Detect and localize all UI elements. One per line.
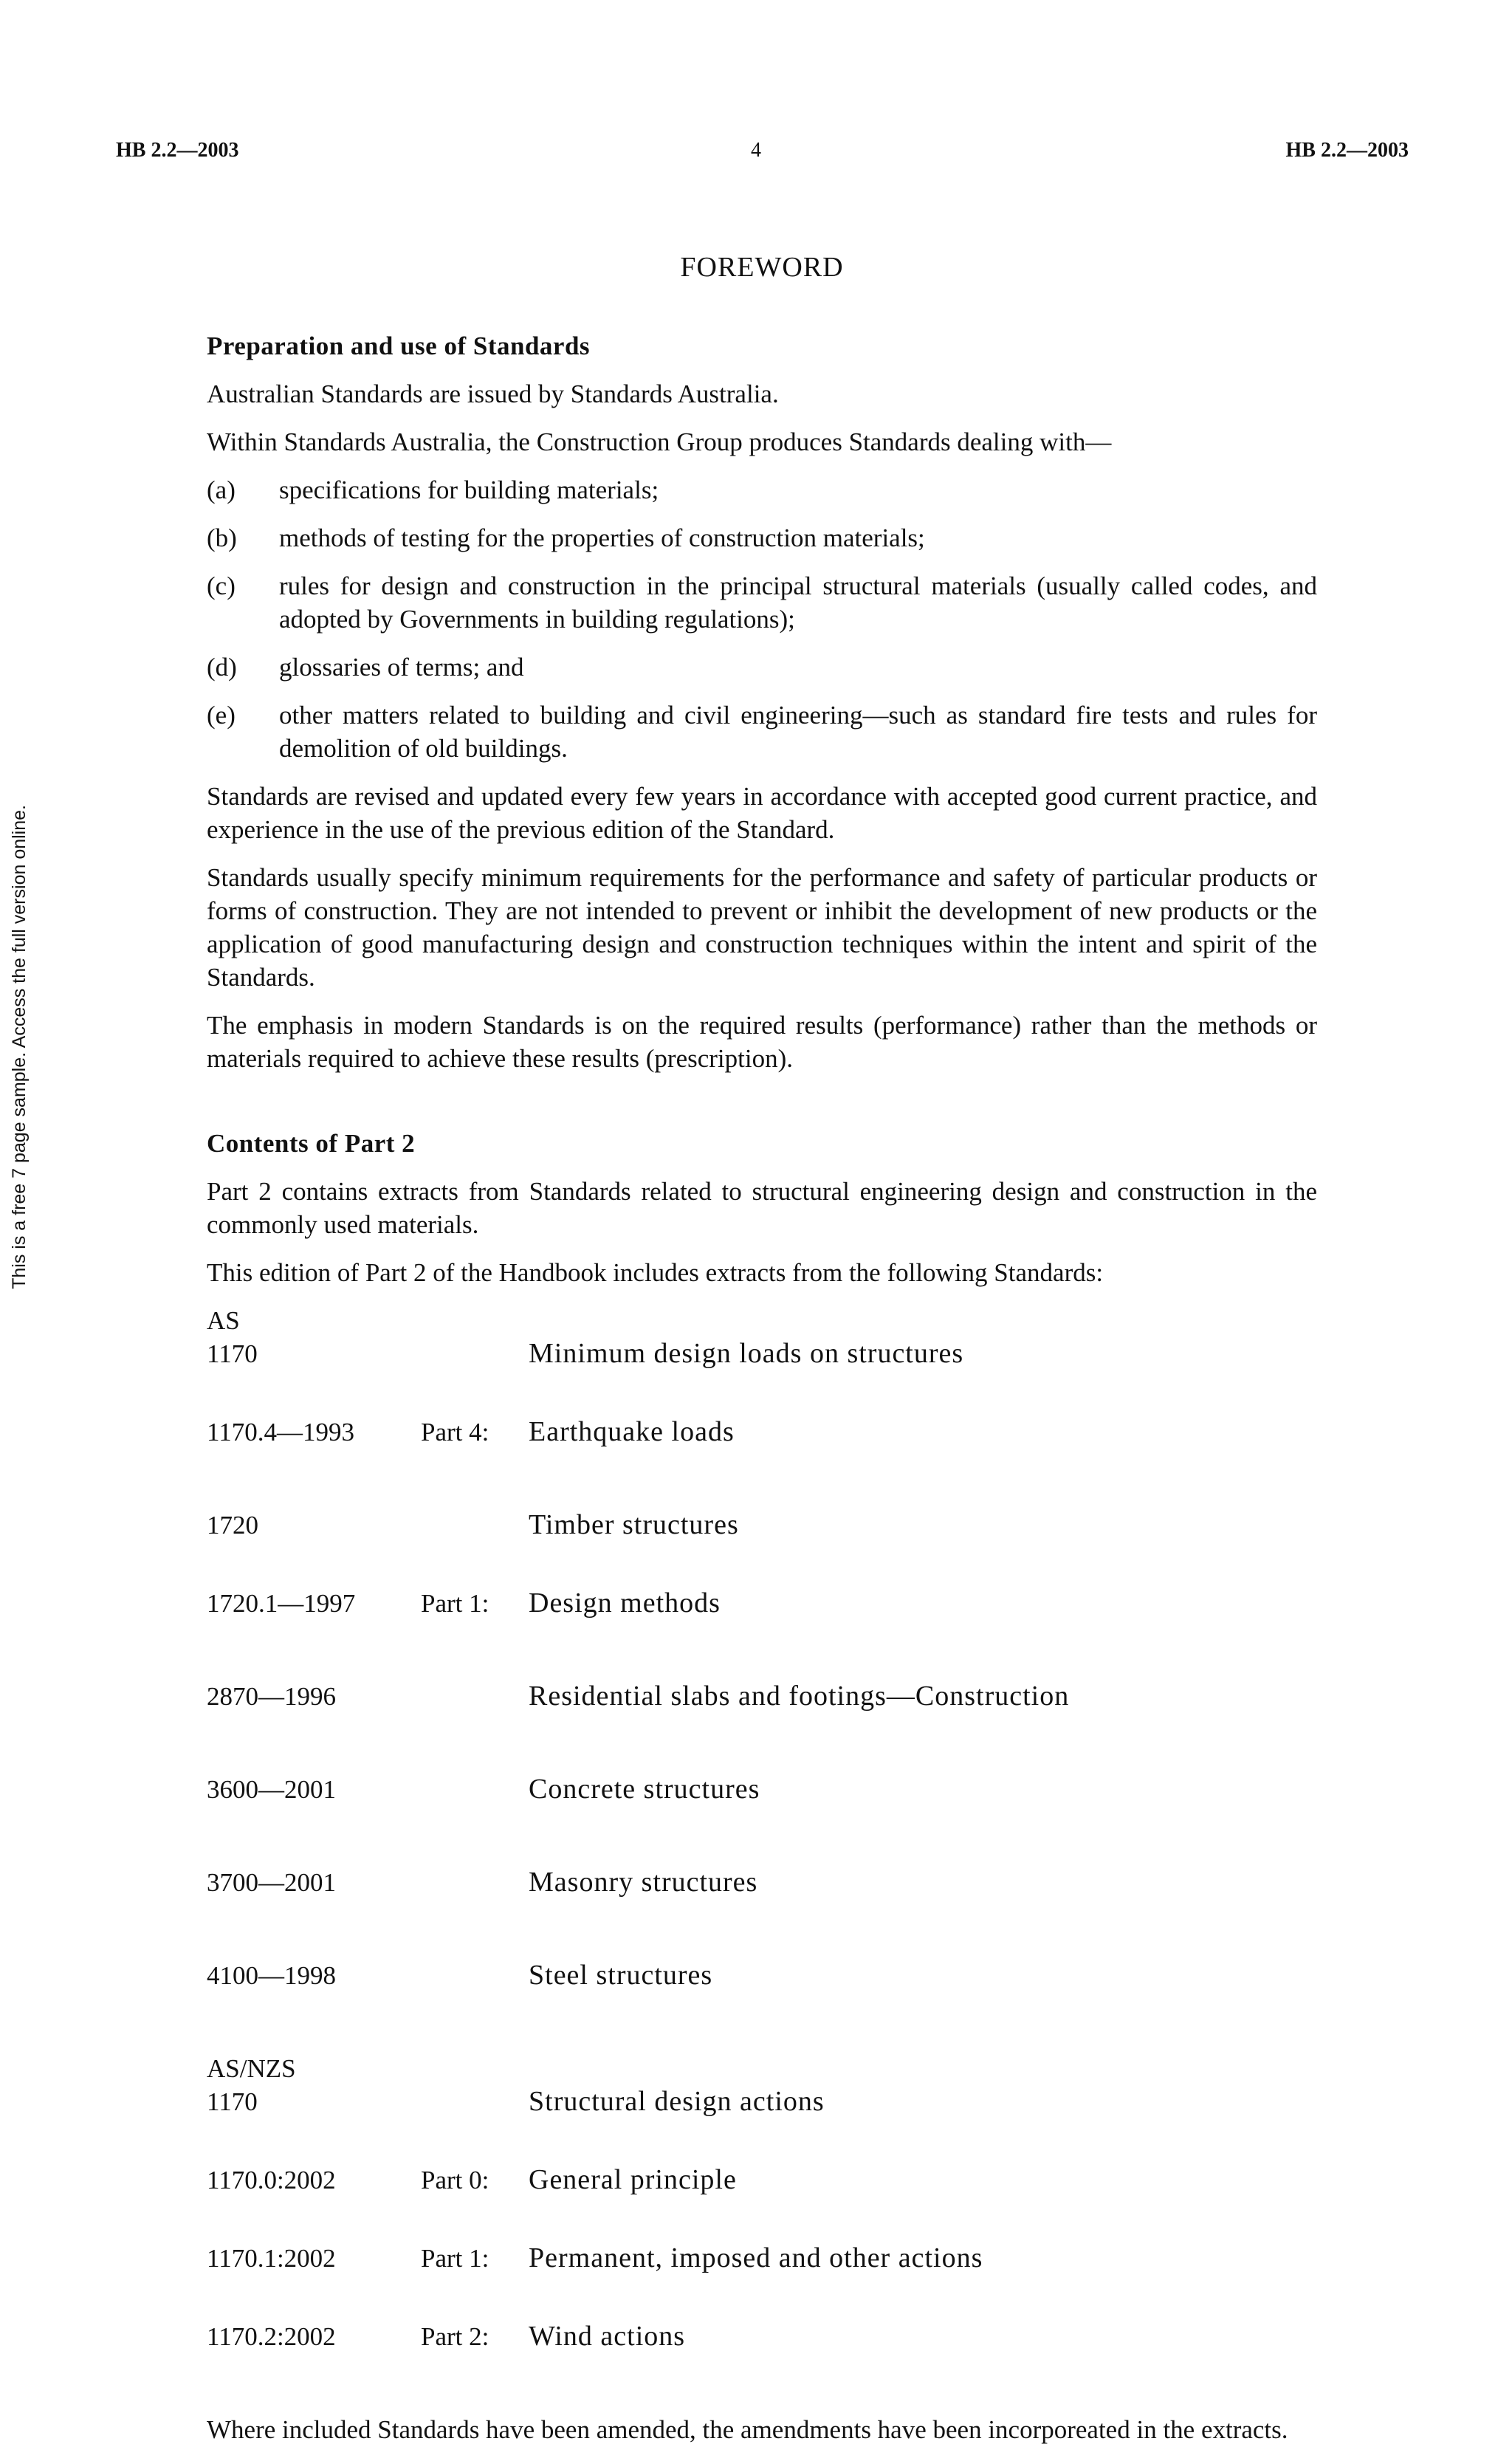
paragraph: Within Standards Australia, the Construction Group produces Standards dealing with— [207, 428, 1112, 456]
standard-row [207, 1680, 1317, 1758]
standard-part [421, 1959, 529, 2037]
standard-number: 3600—2001 [207, 1775, 336, 1804]
standard-title: Concrete structures [529, 1774, 760, 1805]
list-item [207, 699, 1317, 765]
standard-row [207, 1773, 1317, 1851]
standard-number: 1170.2:2002 [207, 2322, 336, 2351]
as-standards-list [207, 1337, 1317, 2037]
standard-title: Minimum design loads on structures [529, 1338, 964, 1369]
standard-title: Masonry structures [529, 1867, 758, 1898]
standard-part [421, 1337, 529, 1415]
list-item [207, 569, 1317, 636]
standard-group [207, 1773, 1317, 1851]
standard-part: Part 1: [421, 1589, 489, 1618]
standard-row [207, 1959, 1317, 2037]
standard-number: 2870—1996 [207, 1682, 336, 1711]
paragraph: Part 2 contains extracts from Standards related to structural engineering design and construction in the commonly used materials. [207, 1177, 1317, 1239]
paragraph: Standards are revised and updated every few years in accordance with accepted good current practice, and experience in the use of the previous edition of the Standard. [207, 782, 1317, 844]
standard-part: Part 1: [421, 2244, 489, 2273]
list-item-label: (a) [207, 476, 236, 504]
standard-title: Structural design actions [529, 2086, 825, 2117]
standard-number: 1720 [207, 1511, 258, 1540]
standard-number: 1170.4—1993 [207, 1418, 354, 1446]
standard-row [207, 2320, 1317, 2398]
standard-title: Permanent, imposed and other actions [529, 2242, 983, 2273]
page-number: 4 [751, 139, 761, 162]
standard-number: 1170.1:2002 [207, 2244, 336, 2273]
standard-title: General principle [529, 2164, 737, 2195]
standard-title: Earthquake loads [529, 1416, 735, 1447]
header-right: HB 2.2—2003 [1285, 139, 1409, 162]
list-item [207, 521, 1317, 555]
list-item-text: rules for design and construction in the principal structural materials (usually called codes, and adopted by Governments in building regulations); [279, 572, 1317, 634]
standard-part [421, 1508, 529, 1587]
paragraph: Standards usually specify minimum requirements for the performance and safety of particular products or forms of construction. They are not intended to prevent or inhibit the development of new products or the application of good manufacturing design and construction techniques within the intent and spirit of the Standards. [207, 863, 1317, 992]
header-left: HB 2.2—2003 [116, 139, 239, 162]
standard-title: Steel structures [529, 1960, 713, 1991]
standard-title: Residential slabs and footings—Construction [529, 1681, 1070, 1712]
list-item-label: (d) [207, 653, 237, 682]
standard-part [421, 1773, 529, 1851]
list-item-label: (e) [207, 701, 236, 730]
standard-number: 1170 [207, 1339, 258, 1368]
standard-number: 1170 [207, 2087, 258, 2116]
standard-row [207, 2085, 1317, 2163]
paragraph: Australian Standards are issued by Standards Australia. [207, 380, 779, 408]
document-body [207, 251, 1317, 2461]
list-item-label: (b) [207, 524, 237, 552]
asnzs-standards-list [207, 2085, 1317, 2398]
standard-part [421, 2085, 529, 2163]
standard-number: 1170.0:2002 [207, 2166, 336, 2194]
standard-part: Part 0: [421, 2166, 489, 2194]
sample-notice: This is a free 7 page sample. Access the full version online. [9, 805, 30, 1289]
standard-part: Part 2: [421, 2322, 489, 2351]
section-heading-preparation: Preparation and use of Standards [207, 332, 591, 360]
standard-row [207, 1866, 1317, 1944]
paragraph: The emphasis in modern Standards is on the required results (performance) rather than the methods or materials required to achieve these results (prescription). [207, 1011, 1317, 1073]
standard-number: 1720.1—1997 [207, 1589, 356, 1618]
standard-group [207, 1337, 1317, 1494]
standard-number: 4100—1998 [207, 1961, 336, 1990]
standard-part: Part 4: [421, 1418, 489, 1446]
standard-title: Design methods [529, 1588, 721, 1619]
standard-title: Timber structures [529, 1509, 739, 1540]
list-item [207, 473, 1317, 507]
paragraph: This edition of Part 2 of the Handbook includes extracts from the following Standards: [207, 1258, 1104, 1287]
standard-title: Wind actions [529, 2321, 686, 2352]
standards-category-as: AS [207, 1306, 240, 1335]
list-item-text: specifications for building materials; [279, 476, 659, 504]
closing-paragraph: Where included Standards have been amended, the amendments have been incorporeated in the extracts. [207, 2415, 1288, 2444]
page-title: FOREWORD [680, 252, 844, 283]
section-heading-contents: Contents of Part 2 [207, 1129, 416, 1158]
standard-row [207, 1337, 1317, 1415]
list-item-text: other matters related to building and civil engineering—such as standard fire tests and rules for demolition of old buildings. [279, 701, 1317, 763]
standard-row [207, 1587, 1317, 1665]
standard-row [207, 2242, 1317, 2320]
standard-row [207, 2163, 1317, 2242]
standard-part [421, 1866, 529, 1944]
list-item-text: glossaries of terms; and [279, 653, 524, 682]
standard-row [207, 1508, 1317, 1587]
standard-group [207, 1866, 1317, 1944]
standards-category-asnzs: AS/NZS [207, 2054, 296, 2083]
list-item [207, 651, 1317, 684]
standard-group [207, 1508, 1317, 1665]
standard-number: 3700—2001 [207, 1868, 336, 1897]
standard-group [207, 1959, 1317, 2037]
standard-part [421, 1680, 529, 1758]
standard-group [207, 1680, 1317, 1758]
standards-topics-list [207, 473, 1317, 765]
standard-row [207, 1415, 1317, 1494]
list-item-text: methods of testing for the properties of construction materials; [279, 524, 925, 552]
list-item-label: (c) [207, 572, 236, 600]
